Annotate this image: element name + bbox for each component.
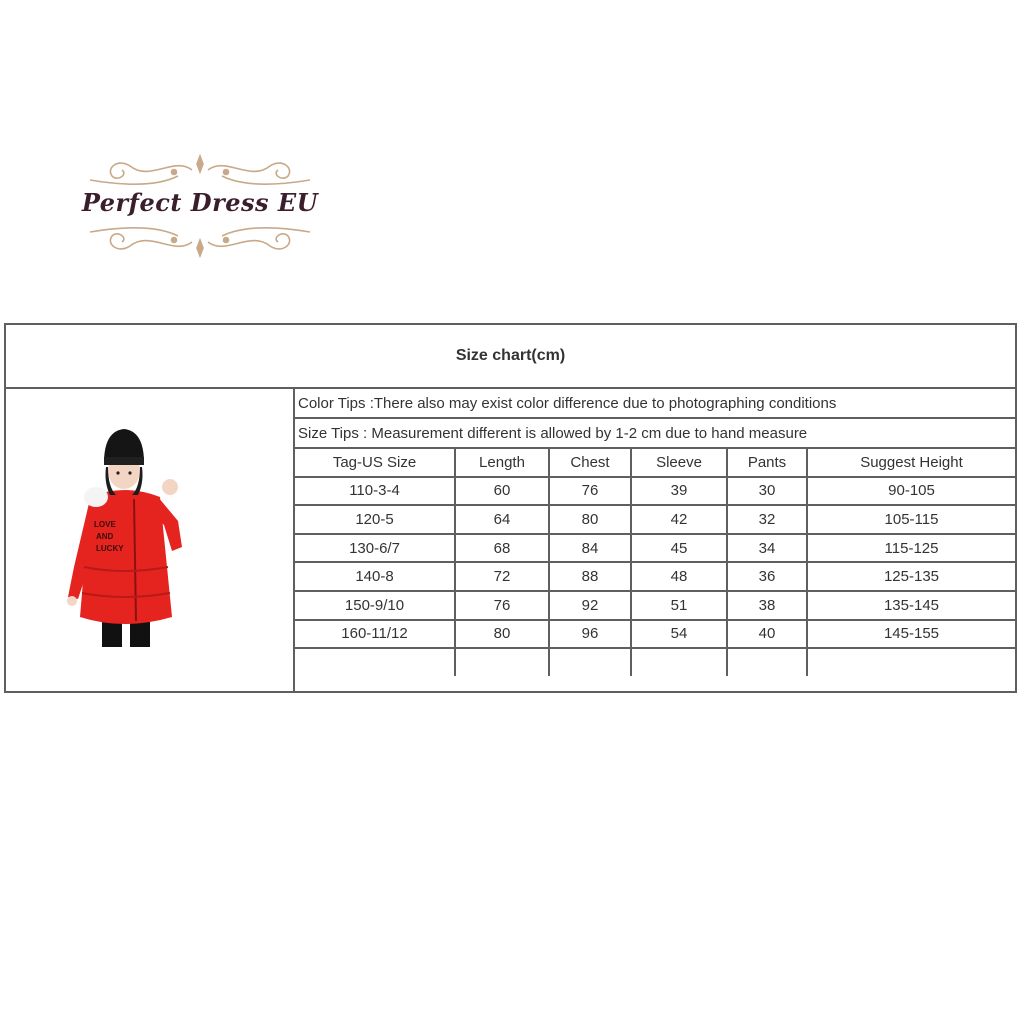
table-cell: 84	[549, 534, 631, 563]
table-cell: 145-155	[807, 620, 1015, 649]
table-cell: 125-135	[807, 562, 1015, 591]
table-cell	[549, 648, 631, 676]
table-cell: 32	[727, 505, 807, 534]
table-cell: 30	[727, 477, 807, 506]
table-row	[295, 648, 1015, 676]
coat-print-line-2: AND	[96, 532, 114, 541]
table-cell: 64	[455, 505, 549, 534]
table-cell	[295, 648, 455, 676]
table-header-cell: Pants	[727, 449, 807, 477]
table-cell	[455, 648, 549, 676]
table-cell: 39	[631, 477, 727, 506]
table-cell: 80	[455, 620, 549, 649]
size-table	[295, 449, 1015, 676]
brand-logo	[78, 152, 322, 260]
table-cell: 80	[549, 505, 631, 534]
product-photo-cell	[6, 389, 295, 691]
table-cell: 160-11/12	[295, 620, 455, 649]
child-red-coat-photo-icon	[60, 417, 190, 657]
table-row	[295, 591, 1015, 620]
table-cell: 96	[549, 620, 631, 649]
table-cell: 34	[727, 534, 807, 563]
table-header-cell: Suggest Height	[807, 449, 1015, 477]
table-cell: 48	[631, 562, 727, 591]
table-cell: 60	[455, 477, 549, 506]
table-cell: 90-105	[807, 477, 1015, 506]
table-cell: 68	[455, 534, 549, 563]
table-cell: 38	[727, 591, 807, 620]
table-header-row	[295, 449, 1015, 477]
color-tips-row	[295, 389, 1015, 419]
table-header-cell: Sleeve	[631, 449, 727, 477]
table-cell: 54	[631, 620, 727, 649]
coat-print-line-1: LOVE	[94, 520, 116, 529]
table-header-cell: Tag-US Size	[295, 449, 455, 477]
table-cell: 120-5	[295, 505, 455, 534]
table-row	[295, 534, 1015, 563]
table-cell: 42	[631, 505, 727, 534]
table-cell: 92	[549, 591, 631, 620]
size-tips-row	[295, 419, 1015, 449]
table-cell: 135-145	[807, 591, 1015, 620]
table-cell	[807, 648, 1015, 676]
table-cell: 115-125	[807, 534, 1015, 563]
brand-name: Perfect Dress EU	[81, 188, 319, 217]
table-cell	[631, 648, 727, 676]
table-cell	[727, 648, 807, 676]
table-cell: 51	[631, 591, 727, 620]
table-cell: 45	[631, 534, 727, 563]
table-cell: 72	[455, 562, 549, 591]
table-cell: 40	[727, 620, 807, 649]
size-tips-text: Size Tips : Measurement different is allowed by 1-2 cm due to hand measure	[298, 424, 808, 442]
table-cell: 76	[549, 477, 631, 506]
table-row	[295, 477, 1015, 506]
table-cell: 88	[549, 562, 631, 591]
table-header-cell: Length	[455, 449, 549, 477]
table-row	[295, 562, 1015, 591]
table-header-cell: Chest	[549, 449, 631, 477]
table-cell: 130-6/7	[295, 534, 455, 563]
table-cell: 150-9/10	[295, 591, 455, 620]
table-cell: 36	[727, 562, 807, 591]
table-row	[295, 620, 1015, 649]
coat-print-line-3: LUCKY	[96, 544, 124, 553]
table-cell: 140-8	[295, 562, 455, 591]
table-row	[295, 505, 1015, 534]
table-cell: 110-3-4	[295, 477, 455, 506]
size-chart	[4, 323, 1017, 693]
color-tips-text: Color Tips :There also may exist color difference due to photographing conditions	[298, 394, 837, 412]
table-cell: 76	[455, 591, 549, 620]
chart-title: Size chart(cm)	[6, 325, 1015, 389]
table-cell: 105-115	[807, 505, 1015, 534]
